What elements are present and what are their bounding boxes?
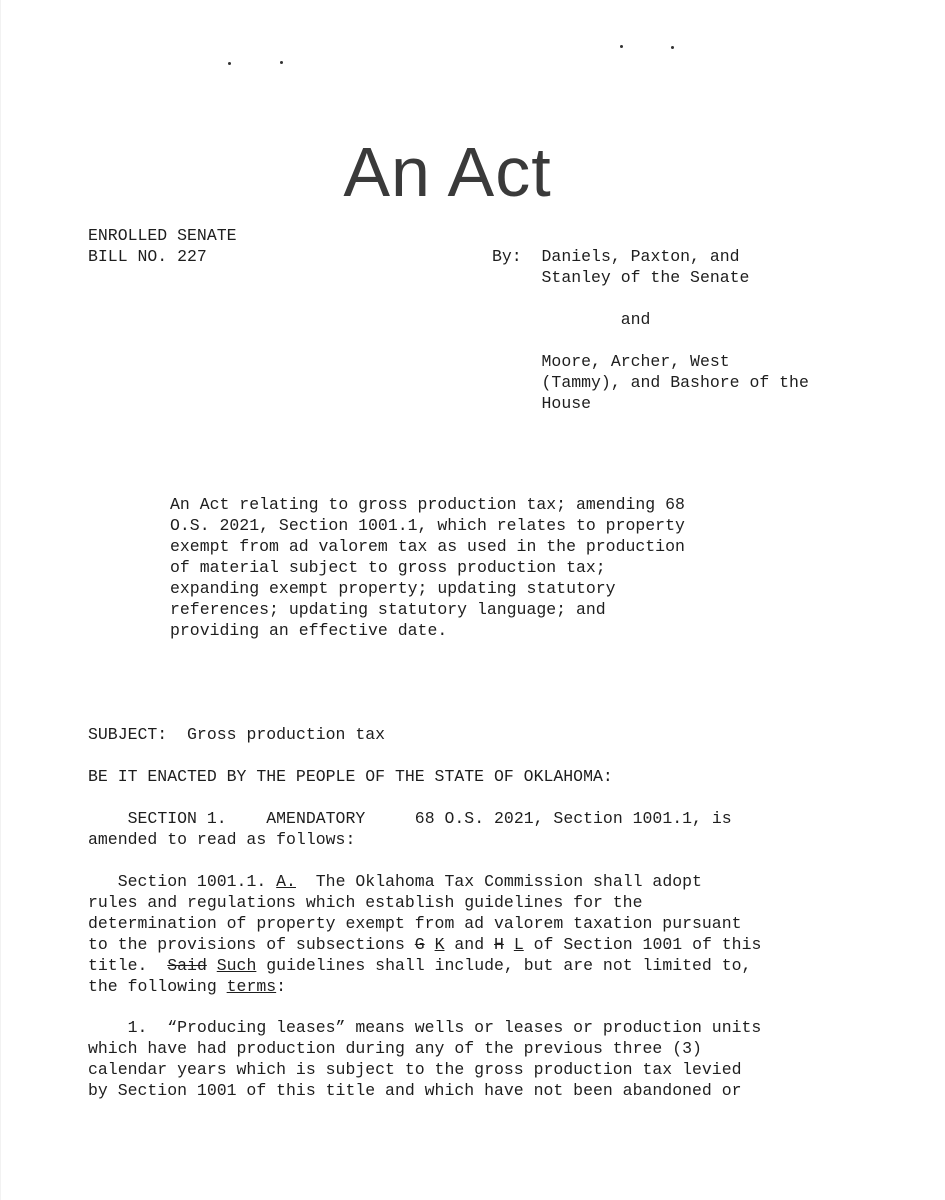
- synopsis-line: references; updating statutory language; and: [170, 600, 606, 619]
- section-text: The Oklahoma Tax Commission shall adopt: [315, 872, 702, 891]
- item-text: which have had production during any of the previous three (3): [88, 1039, 702, 1058]
- section-text: and: [454, 935, 485, 954]
- item-text: 1. “Producing leases” means wells or leases or production units: [127, 1018, 762, 1037]
- bill-id-line2: BILL NO. 227: [88, 247, 207, 266]
- section-1-citation: 68 O.S. 2021, Section 1001.1, is: [414, 809, 732, 828]
- section-1001-1: [88, 871, 761, 997]
- document-title: An Act: [343, 133, 552, 211]
- scan-speck: [671, 46, 674, 49]
- section-text: determination of property exempt from ad valorem taxation pursuant: [88, 914, 742, 933]
- section-text: title.: [88, 956, 148, 975]
- subsection-a-label: A.: [276, 872, 296, 891]
- item-1-producing-leases: [88, 1017, 761, 1101]
- section-heading: Section 1001.1.: [117, 872, 267, 891]
- house-sponsors-line3: House: [541, 394, 592, 413]
- bill-identifier: [88, 225, 237, 267]
- synopsis-line: exempt from ad valorem tax as used in the production: [170, 537, 685, 556]
- section-1-line2: amended to read as follows:: [88, 830, 356, 849]
- synopsis-line: expanding exempt property; updating statutory: [170, 579, 616, 598]
- struck-text: H: [494, 935, 504, 954]
- scan-speck: [228, 62, 231, 65]
- section-1-type: AMENDATORY: [266, 809, 366, 828]
- enacting-clause: BE IT ENACTED BY THE PEOPLE OF THE STATE OF OKLAHOMA:: [88, 767, 613, 786]
- inserted-text: K: [434, 935, 445, 954]
- scan-speck: [280, 61, 283, 64]
- act-synopsis: [170, 494, 685, 641]
- senate-sponsors-line1: Daniels, Paxton, and: [541, 247, 740, 266]
- section-1: [88, 808, 732, 850]
- section-text: to the provisions of subsections: [88, 935, 405, 954]
- struck-text: G: [414, 935, 425, 954]
- struck-text: Said: [167, 956, 207, 975]
- synopsis-line: of material subject to gross production tax;: [170, 558, 606, 577]
- bill-id-line1: ENROLLED SENATE: [88, 226, 237, 245]
- sponsors-and: and: [620, 310, 651, 329]
- section-text: rules and regulations which establish guidelines for the: [88, 893, 643, 912]
- section-text: guidelines shall include, but are not limited to,: [266, 956, 752, 975]
- inserted-text: L: [513, 935, 524, 954]
- inserted-text: Such: [216, 956, 257, 975]
- synopsis-line: providing an effective date.: [170, 621, 448, 640]
- senate-sponsors-line2: Stanley of the Senate: [541, 268, 750, 287]
- item-text: by Section 1001 of this title and which have not been abandoned or: [88, 1081, 742, 1100]
- section-1-label: SECTION 1.: [127, 809, 227, 828]
- inserted-text: terms: [226, 977, 277, 996]
- house-sponsors-line2: (Tammy), and Bashore of the: [541, 373, 809, 392]
- subject-line: [88, 724, 385, 745]
- scan-speck: [620, 45, 623, 48]
- house-sponsors-line1: Moore, Archer, West: [541, 352, 730, 371]
- subject-value: Gross production tax: [187, 725, 386, 744]
- synopsis-line: An Act relating to gross production tax; amending 68: [170, 495, 685, 514]
- synopsis-line: O.S. 2021, Section 1001.1, which relates to property: [170, 516, 685, 535]
- subject-label: SUBJECT:: [88, 725, 168, 744]
- by-label: By:: [492, 247, 522, 266]
- section-text: the following: [88, 977, 217, 996]
- item-text: calendar years which is subject to the gross production tax levied: [88, 1060, 742, 1079]
- sponsor-block: [492, 246, 809, 414]
- section-text: of Section 1001 of this: [533, 935, 762, 954]
- section-text: :: [276, 977, 287, 996]
